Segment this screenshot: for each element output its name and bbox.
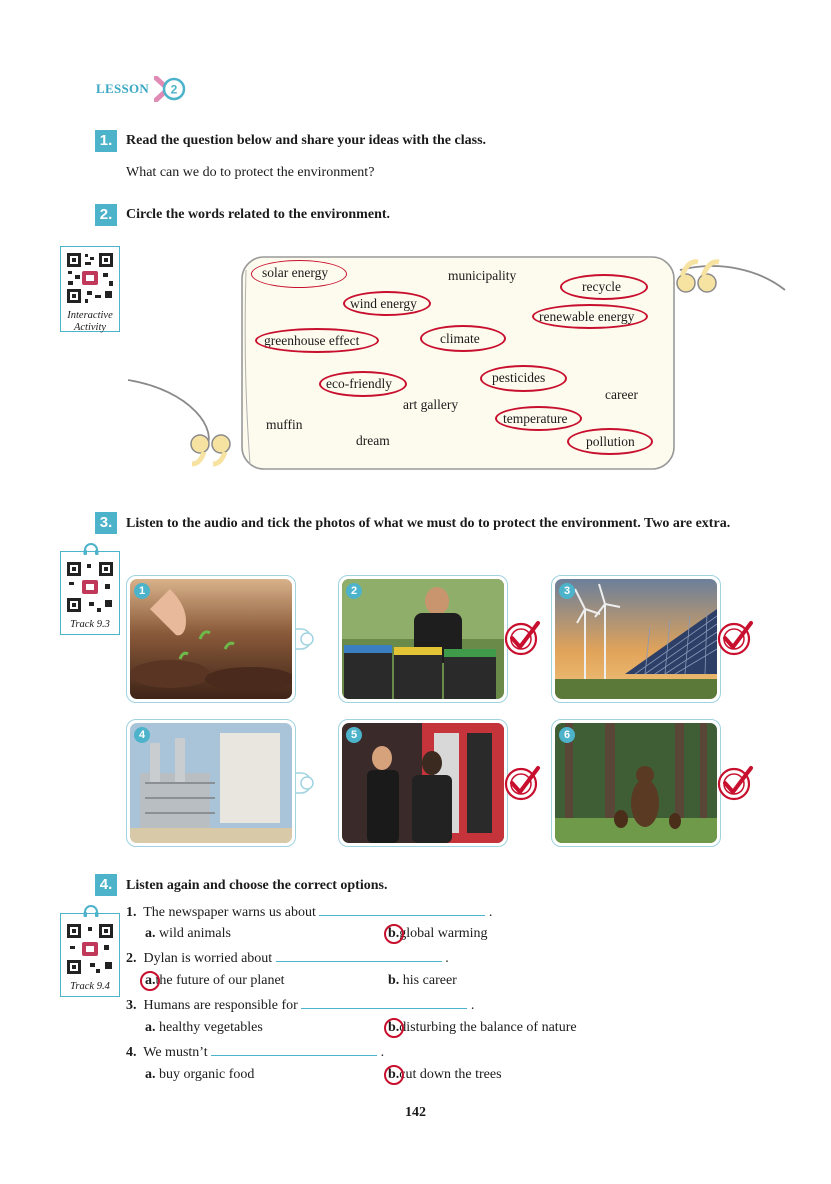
headphones-icon — [83, 905, 99, 917]
lesson-badge-icon — [154, 76, 186, 102]
lesson-number: 2 — [170, 82, 178, 97]
option-2b[interactable]: b. his career — [388, 973, 457, 988]
option-4a[interactable]: a. buy organic food — [145, 1067, 255, 1082]
word-municipality[interactable]: municipality — [448, 268, 517, 283]
word-pesticides[interactable]: pesticides — [492, 370, 546, 385]
word-greenhouse-effect[interactable]: greenhouse effect — [264, 333, 360, 348]
answer-circle-mark — [384, 1018, 404, 1038]
word-recycle[interactable]: recycle — [582, 279, 621, 294]
word-solar-energy[interactable]: solar energy — [262, 265, 329, 280]
qr-code-icon — [65, 560, 115, 614]
word-wind-energy[interactable]: wind energy — [350, 296, 417, 311]
qr-code-icon — [65, 251, 115, 305]
tick-mark-icon — [503, 619, 541, 657]
photo-number: 4 — [134, 727, 150, 743]
circle-mark — [420, 325, 506, 352]
word-dream[interactable]: dream — [356, 433, 390, 448]
exercise-4-number: 4. — [95, 874, 117, 896]
word-career[interactable]: career — [605, 387, 638, 402]
circle-mark — [560, 274, 648, 300]
qr-caption: Track 9.3 — [70, 619, 110, 630]
quote-marks-left — [191, 435, 230, 464]
exercise-3-number: 3. — [95, 512, 117, 534]
question-stem: Humans are responsible for — [143, 998, 298, 1013]
option-1b[interactable]: b.global warming — [388, 926, 488, 941]
photo-5[interactable] — [338, 719, 508, 847]
photo-6[interactable] — [551, 719, 721, 847]
option-2a[interactable]: a.the future of our planet — [145, 973, 285, 988]
photo-number: 1 — [134, 583, 150, 599]
planting-seedlings-image — [130, 579, 292, 699]
factory-image — [130, 723, 292, 843]
qr-caption-line2: Activity — [73, 322, 107, 333]
question-3: 3. Humans are responsible for . — [126, 998, 475, 1013]
answer-blank[interactable] — [301, 996, 467, 1009]
qr-code-track-9-4[interactable] — [60, 913, 120, 997]
word-temperature[interactable]: temperature — [503, 411, 568, 426]
answer-blank[interactable] — [276, 949, 442, 962]
photo-4[interactable] — [126, 719, 296, 847]
photo-number: 6 — [559, 727, 575, 743]
word-climate[interactable]: climate — [440, 331, 480, 346]
word-pollution[interactable]: pollution — [586, 434, 635, 449]
exercise-2-number: 2. — [95, 204, 117, 226]
circle-mark — [343, 291, 431, 316]
question-number: 3. — [126, 998, 137, 1013]
circle-mark — [495, 406, 582, 431]
qr-code-track-9-3[interactable] — [60, 551, 120, 635]
question-number: 1. — [126, 905, 137, 920]
word-renewable-energy[interactable]: renewable energy — [539, 309, 635, 324]
question-2: 2. Dylan is worried about . — [126, 951, 449, 966]
recycling-bins-image — [342, 579, 504, 699]
answer-blank[interactable] — [211, 1043, 377, 1056]
answer-circle-mark — [384, 924, 404, 944]
question-stem: We mustn’t — [143, 1045, 208, 1060]
page-number: 142 — [405, 1105, 426, 1120]
answer-circle-mark — [140, 971, 160, 991]
circle-mark — [319, 371, 407, 397]
qr-code-icon — [65, 922, 115, 976]
photo-number: 3 — [559, 583, 575, 599]
exercise-1-instruction: Read the question below and share your ideas with the class. — [126, 133, 487, 148]
qr-code-interactive[interactable] — [60, 246, 120, 332]
connector-tab — [295, 769, 321, 797]
exercise-2-instruction: Circle the words related to the environment. — [126, 207, 391, 222]
question-stem: The newspaper warns us about — [143, 905, 316, 920]
circle-mark — [251, 260, 347, 288]
tick-mark-icon — [716, 764, 754, 802]
photo-number: 5 — [346, 727, 362, 743]
question-stem: Dylan is worried about — [143, 951, 273, 966]
connector-tab — [295, 625, 321, 653]
option-3a[interactable]: a. healthy vegetables — [145, 1020, 263, 1035]
photo-1[interactable] — [126, 575, 296, 703]
exercise-1-number: 1. — [95, 130, 117, 152]
circle-mark — [480, 365, 567, 392]
circle-mark — [532, 304, 648, 329]
circle-mark — [567, 428, 653, 455]
question-4: 4. We mustn’t . — [126, 1045, 385, 1060]
exercise-1-question: What can we do to protect the environment? — [126, 165, 375, 180]
headphones-icon — [83, 543, 99, 555]
bears-in-forest-image — [555, 723, 717, 843]
option-1a[interactable]: a. wild animals — [145, 926, 231, 941]
photo-3[interactable] — [551, 575, 721, 703]
tick-mark-icon — [716, 619, 754, 657]
qr-caption: Track 9.4 — [70, 981, 110, 992]
qr-caption-line1: Interactive — [67, 310, 113, 321]
word-box-decoration — [120, 250, 800, 480]
answer-circle-mark — [384, 1065, 404, 1085]
circle-mark — [255, 328, 379, 353]
option-4b[interactable]: b.cut down the trees — [388, 1067, 502, 1082]
answer-blank[interactable] — [319, 903, 485, 916]
option-3b[interactable]: b.disturbing the balance of nature — [388, 1020, 577, 1035]
exercise-4-instruction: Listen again and choose the correct options. — [126, 878, 388, 893]
question-1: 1. The newspaper warns us about . — [126, 905, 493, 920]
photo-2[interactable] — [338, 575, 508, 703]
word-eco-friendly[interactable]: eco-friendly — [326, 376, 392, 391]
lesson-label: LESSON — [96, 81, 150, 96]
word-art-gallery[interactable]: art gallery — [403, 397, 459, 412]
question-number: 4. — [126, 1045, 137, 1060]
exercise-3-instruction: Listen to the audio and tick the photos of what we must do to protect the environment. Two are extra. — [126, 516, 731, 531]
word-muffin[interactable]: muffin — [266, 417, 303, 432]
solar-panels-image — [555, 579, 717, 699]
people-boarding-train-image — [342, 723, 504, 843]
question-number: 2. — [126, 951, 137, 966]
photo-number: 2 — [346, 583, 362, 599]
tick-mark-icon — [503, 764, 541, 802]
